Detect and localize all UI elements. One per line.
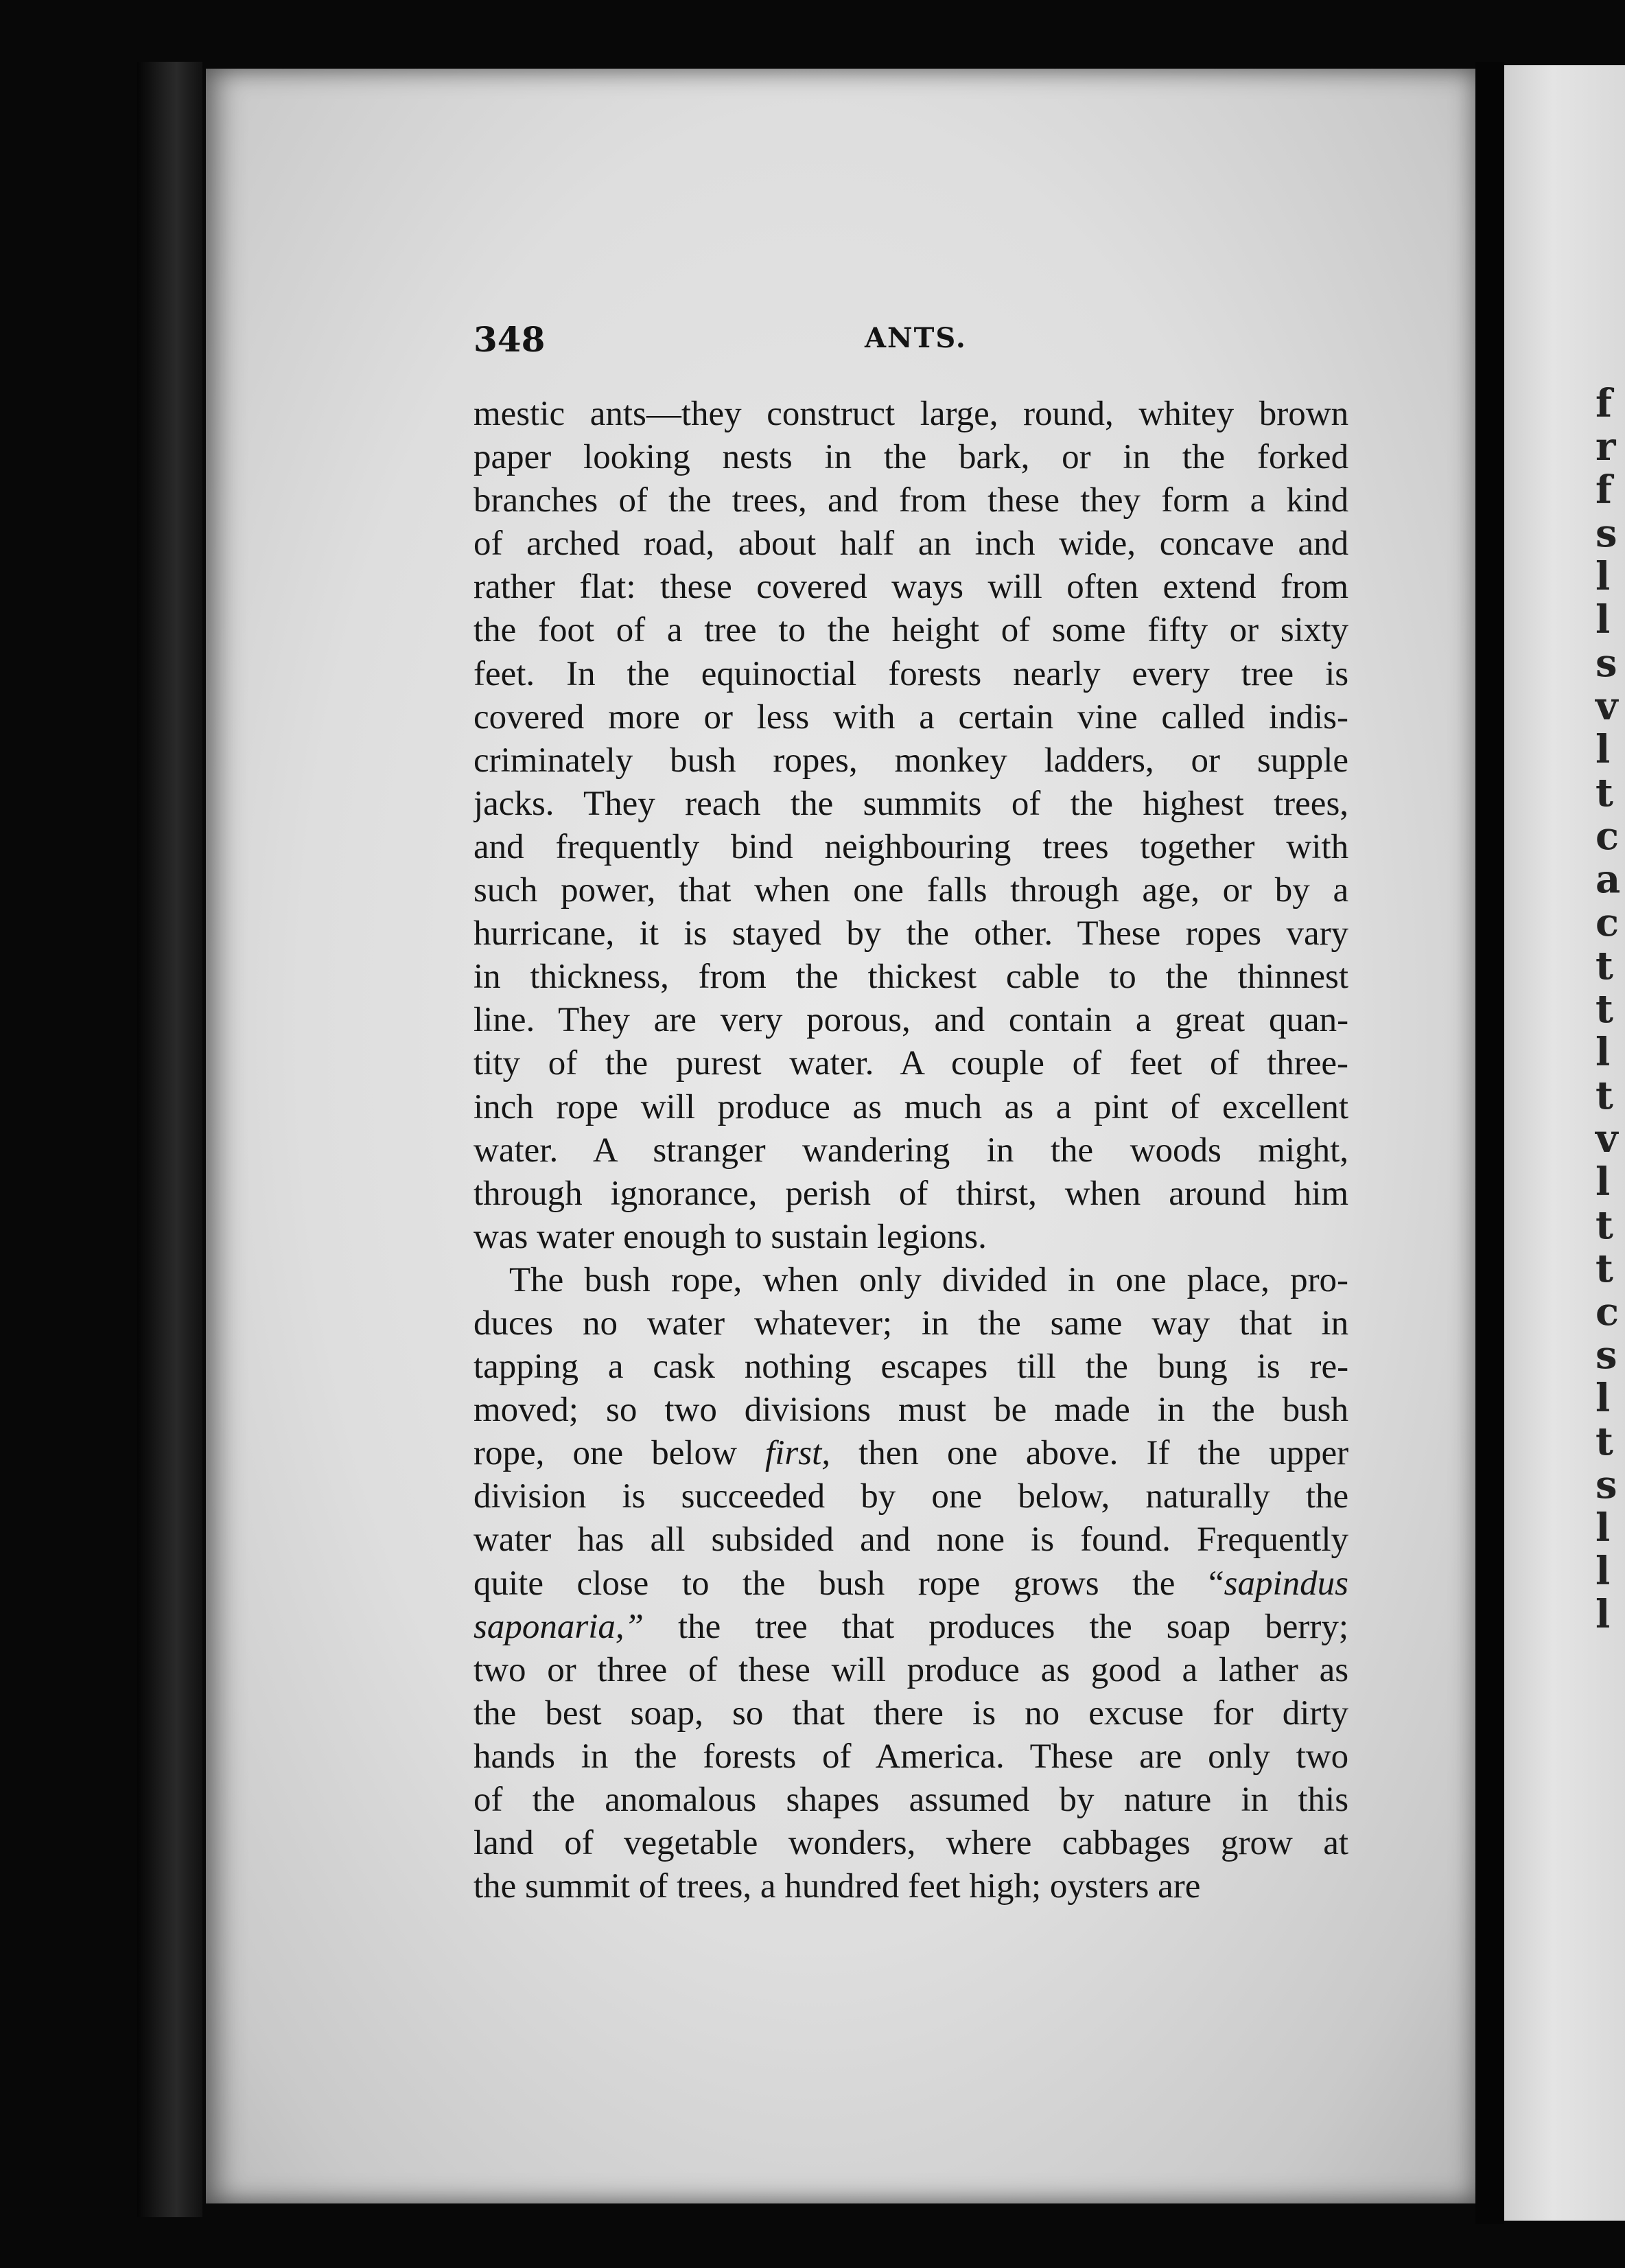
facing-page-glyph: f xyxy=(1595,467,1613,513)
facing-page-glyph: t xyxy=(1595,1203,1613,1248)
page-number: 348 xyxy=(474,319,546,360)
facing-page-glyph: r xyxy=(1595,424,1616,470)
facing-page-glyph: s xyxy=(1595,1332,1617,1378)
facing-page-glyph: c xyxy=(1595,813,1620,859)
facing-page-glyph: v xyxy=(1595,1116,1618,1161)
text-line: of arched road, about half an inch wide, concave and xyxy=(474,524,1348,564)
text-line: duces no water whatever; in the same way that in xyxy=(474,1304,1348,1343)
text-line: two or three of these will produce as good a lather as xyxy=(474,1650,1348,1689)
facing-page-glyph: l xyxy=(1595,1549,1611,1594)
text-line: saponaria,” the tree that produces the soap berry; xyxy=(474,1607,1348,1646)
facing-page-glyph: t xyxy=(1595,1419,1613,1464)
italic-term: first, xyxy=(765,1434,830,1473)
text-line: in thickness, from the thickest cable to the thinnest xyxy=(474,958,1348,997)
text-line: quite close to the bush rope grows the “sapindus xyxy=(474,1564,1348,1603)
text-line: water has all subsided and none is found. Frequently xyxy=(474,1520,1348,1560)
text-line: criminately bush ropes, monkey ladders, or supple xyxy=(474,741,1348,780)
facing-page-glyph: l xyxy=(1595,597,1611,643)
text-line: and frequently bind neighbouring trees together with xyxy=(474,827,1348,866)
body-text xyxy=(474,393,1348,1908)
facing-page-glyph: c xyxy=(1595,900,1620,945)
text-line: division is succeeded by one below, naturally the xyxy=(474,1477,1348,1516)
facing-page-glyph: t xyxy=(1595,1073,1613,1118)
facing-page-glyph: l xyxy=(1595,1376,1611,1421)
facing-page-glyph: s xyxy=(1595,511,1617,556)
facing-page-glyph: l xyxy=(1595,1505,1611,1551)
book-binding-edge xyxy=(137,62,202,2217)
text-line: rope, one below first, then one above. If the upper xyxy=(474,1434,1348,1473)
text-line: tity of the purest water. A couple of feet of three- xyxy=(474,1044,1348,1083)
facing-page-glyph: l xyxy=(1595,1030,1611,1075)
facing-page-glyph: s xyxy=(1595,640,1617,686)
facing-page-glyph: v xyxy=(1595,684,1618,729)
page-gutter xyxy=(1475,62,1504,2224)
facing-page-glyph: l xyxy=(1595,554,1611,599)
text-line: feet. In the equinoctial forests nearly every tree is xyxy=(474,654,1348,693)
text-line: moved; so two divisions must be made in the bush xyxy=(474,1391,1348,1430)
text-line: The bush rope, when only divided in one place, pro- xyxy=(509,1260,1348,1299)
text-line: such power, that when one falls through age, or by a xyxy=(474,871,1348,910)
page-header xyxy=(474,319,1338,360)
facing-page-glyph: t xyxy=(1595,770,1613,815)
facing-page-glyph: a xyxy=(1595,857,1621,902)
text-line: water. A stranger wandering in the woods might, xyxy=(474,1131,1348,1170)
text-line: branches of the trees, and from these they form a kind xyxy=(474,481,1348,520)
facing-page-glyph: t xyxy=(1595,943,1613,988)
facing-page-glyph: l xyxy=(1595,1159,1611,1205)
facing-page-glyph: s xyxy=(1595,1462,1617,1507)
text-line: hands in the forests of America. These are only two xyxy=(474,1737,1348,1776)
text-line: mestic ants—they construct large, round, whitey brown xyxy=(474,395,1348,433)
facing-page-glyph: t xyxy=(1595,986,1613,1032)
italic-term: sapindus xyxy=(1224,1564,1348,1603)
text-line: land of vegetable wonders, where cabbages grow at xyxy=(474,1824,1348,1863)
facing-page-glyph: f xyxy=(1595,381,1613,426)
text-line: through ignorance, perish of thirst, when around him xyxy=(474,1174,1348,1213)
text-line: rather flat: these covered ways will often extend from xyxy=(474,568,1348,607)
text-line: the best soap, so that there is no excuse for dirty xyxy=(474,1693,1348,1733)
text-line: was water enough to sustain legions. xyxy=(474,1217,987,1256)
text-line: the summit of trees, a hundred feet high; oysters are xyxy=(474,1867,1201,1906)
text-line: paper looking nests in the bark, or in the forked xyxy=(474,438,1348,477)
facing-page-glyph: l xyxy=(1595,727,1611,772)
facing-page-glyph: c xyxy=(1595,1289,1620,1334)
text-line: jacks. They reach the summits of the highest trees, xyxy=(474,784,1348,823)
italic-term: saponaria,” xyxy=(474,1607,644,1646)
text-line: line. They are very porous, and contain a great quan- xyxy=(474,1001,1348,1040)
facing-page-glyph: l xyxy=(1595,1592,1611,1637)
text-line: covered more or less with a certain vine called indis- xyxy=(474,697,1348,737)
text-line: the foot of a tree to the height of some fifty or sixty xyxy=(474,611,1348,650)
text-line: tapping a cask nothing escapes till the bung is re- xyxy=(474,1347,1348,1387)
facing-page-glyph: t xyxy=(1595,1246,1613,1291)
text-line: inch rope will produce as much as a pint of excellent xyxy=(474,1087,1348,1126)
running-head: ANTS. xyxy=(865,322,967,354)
text-line: of the anomalous shapes assumed by nature in this xyxy=(474,1781,1348,1819)
text-line: hurricane, it is stayed by the other. These ropes vary xyxy=(474,914,1348,953)
